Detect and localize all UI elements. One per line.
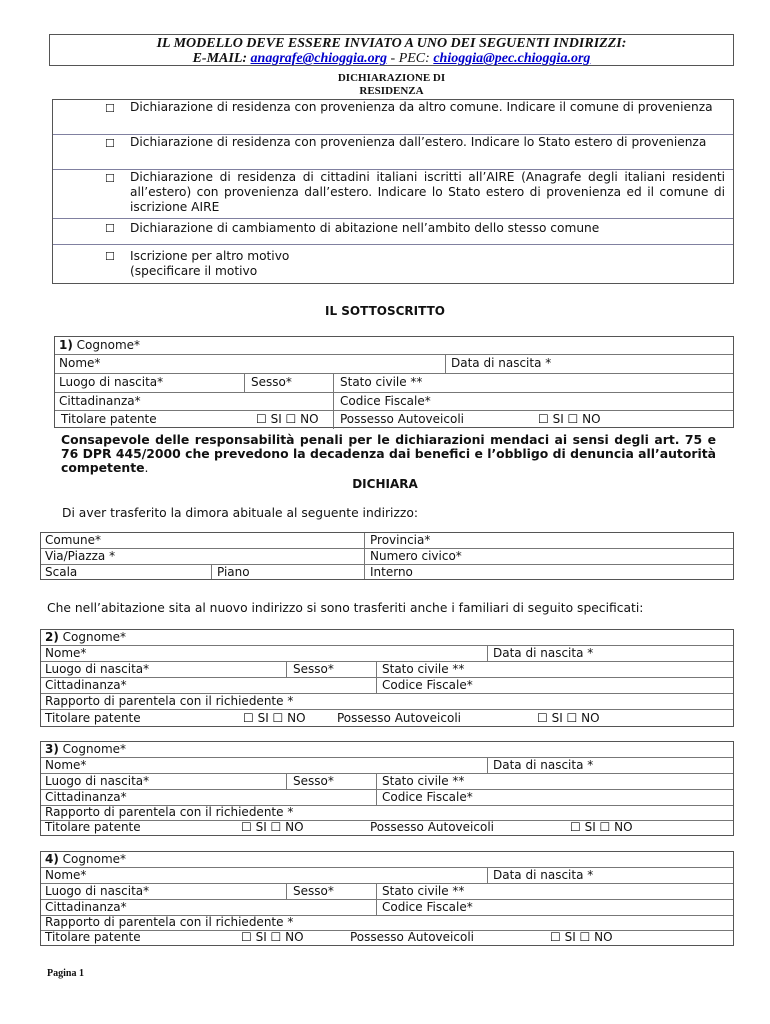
stato-civile-field[interactable]: Stato civile ** xyxy=(340,375,423,389)
cittadinanza-field[interactable]: Cittadinanza* xyxy=(45,900,127,914)
declaration-options xyxy=(52,99,734,284)
data-nascita-field[interactable]: Data di nascita * xyxy=(493,758,594,772)
cognome-label: Cognome* xyxy=(62,742,127,756)
stato-civile-field[interactable]: Stato civile ** xyxy=(382,662,465,676)
sesso-field[interactable]: Sesso* xyxy=(293,774,334,788)
stato-civile-field[interactable]: Stato civile ** xyxy=(382,774,465,788)
patente-label: Titolare patente xyxy=(45,930,141,944)
responsibility-warning xyxy=(61,433,716,475)
family-member-form xyxy=(40,741,734,836)
cittadinanza-field[interactable]: Cittadinanza* xyxy=(45,678,127,692)
sesso-field[interactable]: Sesso* xyxy=(251,375,292,389)
via-field[interactable]: Via/Piazza * xyxy=(45,549,116,563)
patente-si-no-checkboxes[interactable]: ☐ SI ☐ NO xyxy=(241,930,304,944)
autoveicoli-label: Possesso Autoveicoli xyxy=(337,711,461,725)
provincia-field[interactable]: Provincia* xyxy=(370,533,431,547)
autoveicoli-si-no-checkboxes[interactable]: ☐ SI ☐ NO xyxy=(570,820,633,834)
cognome-label: Cognome* xyxy=(62,852,127,866)
option-label: Dichiarazione di residenza di cittadini italiani iscritti all’AIRE (Anagrafe degli italiani residenti all’estero) con provenienza dall’estero. Indicare lo Stato estero di provenienza ed il comune di iscrizione AIRE xyxy=(130,170,725,214)
nome-field[interactable]: Nome* xyxy=(45,758,87,772)
page-number: Pagina 1 xyxy=(47,968,84,979)
scala-field[interactable]: Scala xyxy=(45,565,78,579)
person-number: 1) xyxy=(59,338,73,352)
patente-si-no-checkboxes[interactable]: ☐ SI ☐ NO xyxy=(256,412,319,426)
option-altro-motivo[interactable] xyxy=(53,245,733,285)
warning-text: Consapevole delle responsabilità penali per le dichiarazioni mendaci ai sensi degli art. 75 e 76 DPR 445/2000 che prevedono la decadenza dai benefici e l’obbligo di denuncia all’autorità competente xyxy=(61,432,716,475)
patente-label: Titolare patente xyxy=(45,820,141,834)
patente-si-no-checkboxes[interactable]: ☐ SI ☐ NO xyxy=(241,820,304,834)
data-nascita-field[interactable]: Data di nascita * xyxy=(493,868,594,882)
option-altro-comune[interactable] xyxy=(53,100,733,135)
pec-label: PEC: xyxy=(398,51,430,66)
cittadinanza-field[interactable]: Cittadinanza* xyxy=(45,790,127,804)
data-nascita-field[interactable]: Data di nascita * xyxy=(451,356,552,370)
patente-label: Titolare patente xyxy=(61,412,157,426)
email-label: E-MAIL: xyxy=(192,51,248,66)
option-estero[interactable] xyxy=(53,135,733,170)
option-label: Dichiarazione di residenza con provenienza da altro comune. Indicare il comune di provenienza xyxy=(130,100,713,114)
sesso-field[interactable]: Sesso* xyxy=(293,884,334,898)
dichiara-title: DICHIARA xyxy=(352,477,418,491)
option-label: Dichiarazione di cambiamento di abitazione nell’ambito dello stesso comune xyxy=(130,221,600,235)
declaration-title-line2: RESIDENZA xyxy=(359,85,424,97)
codice-fiscale-field[interactable]: Codice Fiscale* xyxy=(340,394,431,408)
sesso-field[interactable]: Sesso* xyxy=(293,662,334,676)
option-label-line1: Iscrizione per altro motivo xyxy=(130,249,290,263)
cognome-label: Cognome* xyxy=(62,630,127,644)
autoveicoli-si-no-checkboxes[interactable]: ☐ SI ☐ NO xyxy=(550,930,613,944)
cognome-field[interactable] xyxy=(42,742,126,757)
stato-civile-field[interactable]: Stato civile ** xyxy=(382,884,465,898)
nome-field[interactable]: Nome* xyxy=(45,646,87,660)
interno-field[interactable]: Interno xyxy=(370,565,413,579)
option-aire[interactable] xyxy=(53,170,733,219)
declaration-title-line1: DICHIARAZIONE DI xyxy=(337,72,446,84)
piano-field[interactable]: Piano xyxy=(217,565,250,579)
person-number: 4) xyxy=(45,852,59,866)
autoveicoli-label: Possesso Autoveicoli xyxy=(350,930,474,944)
luogo-nascita-field[interactable]: Luogo di nascita* xyxy=(59,375,164,389)
luogo-nascita-field[interactable]: Luogo di nascita* xyxy=(45,884,150,898)
patente-si-no-checkboxes[interactable]: ☐ SI ☐ NO xyxy=(243,711,306,725)
email-link[interactable]: anagrafe@chioggia.org xyxy=(250,51,388,66)
codice-fiscale-field[interactable]: Codice Fiscale* xyxy=(382,790,473,804)
civico-field[interactable]: Numero civico* xyxy=(370,549,462,563)
nome-field[interactable]: Nome* xyxy=(45,868,87,882)
send-to-header xyxy=(49,34,734,66)
checkbox-icon[interactable]: ☐ xyxy=(105,102,115,115)
option-label-line2: (specificare il motivo xyxy=(130,264,258,278)
address-form xyxy=(40,532,734,580)
person-number: 3) xyxy=(45,742,59,756)
cognome-field[interactable] xyxy=(42,852,126,867)
autoveicoli-label: Possesso Autoveicoli xyxy=(370,820,494,834)
cognome-field[interactable] xyxy=(42,630,126,645)
codice-fiscale-field[interactable]: Codice Fiscale* xyxy=(382,900,473,914)
sottoscritto-title: IL SOTTOSCRITTO xyxy=(325,304,445,318)
option-label xyxy=(130,249,725,279)
pec-link[interactable]: chioggia@pec.chioggia.org xyxy=(433,51,591,66)
parentela-field[interactable]: Rapporto di parentela con il richiedente * xyxy=(45,694,294,708)
trasferito-text: Di aver trasferito la dimora abituale al seguente indirizzo: xyxy=(62,506,419,520)
declaration-title xyxy=(49,72,734,98)
codice-fiscale-field[interactable]: Codice Fiscale* xyxy=(382,678,473,692)
checkbox-icon[interactable]: ☐ xyxy=(105,250,115,263)
header-separator: - xyxy=(387,51,399,66)
familiari-text: Che nell’abitazione sita al nuovo indirizzo si sono trasferiti anche i familiari di seguito specificati: xyxy=(47,601,644,615)
header-line1: IL MODELLO DEVE ESSERE INVIATO A UNO DEI SEGUENTI INDIRIZZI: xyxy=(156,36,627,51)
data-nascita-field[interactable]: Data di nascita * xyxy=(493,646,594,660)
person-number: 2) xyxy=(45,630,59,644)
warning-end: . xyxy=(144,460,149,475)
checkbox-icon[interactable]: ☐ xyxy=(105,172,115,185)
family-member-form xyxy=(40,629,734,727)
parentela-field[interactable]: Rapporto di parentela con il richiedente * xyxy=(45,805,294,819)
cognome-field[interactable] xyxy=(56,338,140,353)
patente-label: Titolare patente xyxy=(45,711,141,725)
comune-field[interactable]: Comune* xyxy=(45,533,102,547)
option-stesso-comune[interactable] xyxy=(53,219,733,245)
autoveicoli-label: Possesso Autoveicoli xyxy=(340,412,464,426)
cognome-label: Cognome* xyxy=(76,338,141,352)
autoveicoli-si-no-checkboxes[interactable]: ☐ SI ☐ NO xyxy=(538,412,601,426)
checkbox-icon[interactable]: ☐ xyxy=(105,222,115,235)
luogo-nascita-field[interactable]: Luogo di nascita* xyxy=(45,662,150,676)
autoveicoli-si-no-checkboxes[interactable]: ☐ SI ☐ NO xyxy=(537,711,600,725)
nome-field[interactable]: Nome* xyxy=(59,356,101,370)
checkbox-icon[interactable]: ☐ xyxy=(105,137,115,150)
header-line2 xyxy=(50,51,733,66)
option-label: Dichiarazione di residenza con provenienza dall’estero. Indicare lo Stato estero di provenienza xyxy=(130,135,707,149)
parentela-field[interactable]: Rapporto di parentela con il richiedente * xyxy=(45,915,294,929)
family-member-form xyxy=(40,851,734,946)
cittadinanza-field[interactable]: Cittadinanza* xyxy=(59,394,141,408)
luogo-nascita-field[interactable]: Luogo di nascita* xyxy=(45,774,150,788)
applicant-form xyxy=(54,336,734,428)
